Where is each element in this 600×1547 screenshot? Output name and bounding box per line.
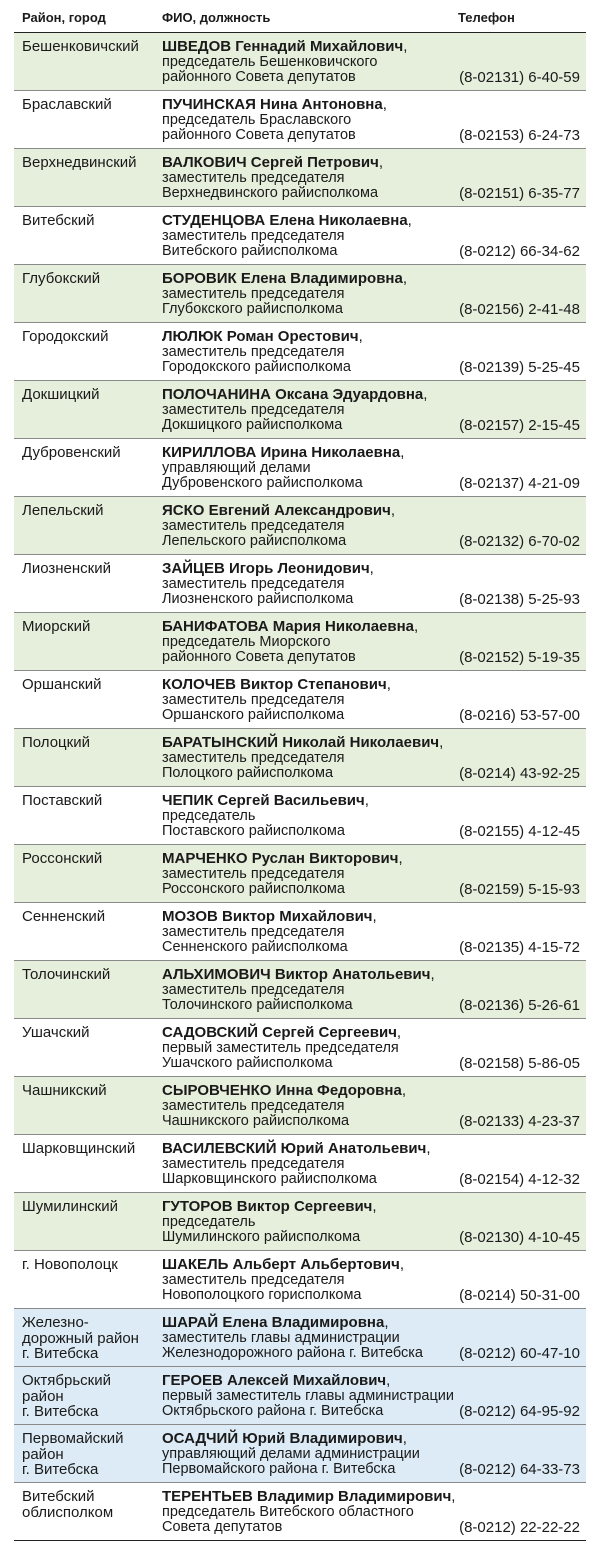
district-cell: Верхнедвинский xyxy=(22,154,137,171)
phone-number: (8-0212) 60-47-10 xyxy=(459,1344,580,1362)
person-name: ОСАДЧИЙ Юрий Владимирович xyxy=(162,1430,403,1447)
person-cell: СТУДЕНЦОВА Елена Николаевна, заместитель председателя Витебского райисполкома xyxy=(162,213,462,260)
table-row xyxy=(14,555,586,613)
phone-number: (8-0214) 43-92-25 xyxy=(459,764,580,782)
table-row xyxy=(14,381,586,439)
person-cell: МАРЧЕНКО Руслан Викторович, заместитель председателя Россонского райисполкома xyxy=(162,851,462,898)
table-row xyxy=(14,1483,586,1541)
phone-number: (8-02132) 6-70-02 xyxy=(459,532,580,550)
person-name: ЧЕПИК Сергей Васильевич xyxy=(162,792,365,809)
header-person: ФИО, должность xyxy=(162,10,271,25)
table-row xyxy=(14,33,586,91)
person-name: ШАРАЙ Елена Владимировна xyxy=(162,1314,385,1331)
header-phone: Телефон xyxy=(458,10,515,25)
person-name: БАРАТЫНСКИЙ Николай Николаевич xyxy=(162,734,440,751)
table-row xyxy=(14,1367,586,1425)
district-cell: Сенненский xyxy=(22,908,106,925)
person-name: ЯСКО Евгений Александрович xyxy=(162,502,391,519)
district-cell: Чашникский xyxy=(22,1082,107,1099)
person-position: председатель Миорского районного Совета депутатов xyxy=(162,633,356,665)
person-position: заместитель председателя Шарковщинского райисполкома xyxy=(162,1155,377,1187)
phone-number: (8-02135) 4-15-72 xyxy=(459,938,580,956)
table-row xyxy=(14,497,586,555)
person-cell: ЗАЙЦЕВ Игорь Леонидович, заместитель председателя Лиозненского райисполкома xyxy=(162,561,462,608)
table-row xyxy=(14,1251,586,1309)
table-row xyxy=(14,729,586,787)
person-cell: ШАРАЙ Елена Владимировна, заместитель главы администрации Железнодорожного района г. Витебска xyxy=(162,1315,462,1362)
district-cell: Витебский облисполком xyxy=(22,1488,114,1521)
person-position: управляющий делами администрации Первомайского района г. Витебска xyxy=(162,1445,420,1477)
person-name: ЛЮЛЮК Роман Орестович xyxy=(162,328,359,345)
district-cell: Витебский xyxy=(22,212,95,229)
person-name: ПОЛОЧАНИНА Оксана Эдуардовна xyxy=(162,386,424,403)
person-name: АЛЬХИМОВИЧ Виктор Анатольевич xyxy=(162,966,431,983)
person-cell: ШВЕДОВ Геннадий Михайлович, председатель Бешенковичского районного Совета депутатов xyxy=(162,39,462,86)
table-header xyxy=(14,0,586,33)
person-position: заместитель председателя Городокского райисполкома xyxy=(162,343,351,375)
table-row xyxy=(14,845,586,903)
person-position: заместитель главы администрации Железнодорожного района г. Витебска xyxy=(162,1329,423,1361)
district-cell: Толочинский xyxy=(22,966,111,983)
person-cell: САДОВСКИЙ Сергей Сергеевич, первый заместитель председателя Ушачского райисполкома xyxy=(162,1025,462,1072)
district-cell: Городокский xyxy=(22,328,109,345)
district-cell: Бешенковичский xyxy=(22,38,139,55)
table-row xyxy=(14,671,586,729)
person-position: заместитель председателя Верхнедвинского райисполкома xyxy=(162,169,379,201)
phone-number: (8-0212) 66-34-62 xyxy=(459,242,580,260)
person-position: председатель Бешенковичского районного Совета депутатов xyxy=(162,53,378,85)
person-position: заместитель председателя Оршанского райисполкома xyxy=(162,691,345,723)
phone-number: (8-0212) 64-95-92 xyxy=(459,1402,580,1420)
table-row xyxy=(14,1019,586,1077)
phone-number: (8-02130) 4-10-45 xyxy=(459,1228,580,1246)
person-name: ВАЛКОВИЧ Сергей Петрович xyxy=(162,154,379,171)
person-position: заместитель председателя Лепельского райисполкома xyxy=(162,517,347,549)
person-name: САДОВСКИЙ Сергей Сергеевич xyxy=(162,1024,397,1041)
phone-number: (8-02131) 6-40-59 xyxy=(459,68,580,86)
table-row xyxy=(14,1077,586,1135)
person-position: заместитель председателя Новополоцкого горисполкома xyxy=(162,1271,362,1303)
district-cell: Шарковщинский xyxy=(22,1140,136,1157)
table-row xyxy=(14,961,586,1019)
phone-number: (8-02157) 2-15-45 xyxy=(459,416,580,434)
district-cell: Поставский xyxy=(22,792,103,809)
phone-number: (8-02139) 5-25-45 xyxy=(459,358,580,376)
person-cell: ОСАДЧИЙ Юрий Владимирович, управляющий делами администрации Первомайского района г. Витебска xyxy=(162,1431,462,1478)
phone-number: (8-02155) 4-12-45 xyxy=(459,822,580,840)
person-position: председатель Браславского районного Совета депутатов xyxy=(162,111,356,143)
phone-number: (8-02154) 4-12-32 xyxy=(459,1170,580,1188)
district-cell: Первомайский район г. Витебска xyxy=(22,1430,124,1478)
person-position: заместитель председателя Россонского райисполкома xyxy=(162,865,345,897)
district-cell: Полоцкий xyxy=(22,734,90,751)
phone-number: (8-0214) 50-31-00 xyxy=(459,1286,580,1304)
person-position: заместитель председателя Полоцкого райисполкома xyxy=(162,749,345,781)
header-district: Район, город xyxy=(22,10,106,25)
table-row xyxy=(14,613,586,671)
person-name: СЫРОВЧЕНКО Инна Федоровна xyxy=(162,1082,402,1099)
table-row xyxy=(14,1425,586,1483)
table-row xyxy=(14,1193,586,1251)
person-position: первый заместитель главы администрации Октябрьского района г. Витебска xyxy=(162,1387,454,1419)
person-position: председатель Поставского райисполкома xyxy=(162,807,345,839)
person-cell: ЯСКО Евгений Александрович, заместитель председателя Лепельского райисполкома xyxy=(162,503,462,550)
person-cell: ТЕРЕНТЬЕВ Владимир Владимирович, председатель Витебского областного Совета депутатов xyxy=(162,1489,462,1536)
person-cell: БОРОВИК Елена Владимировна, заместитель председателя Глубокского райисполкома xyxy=(162,271,462,318)
person-cell: СЫРОВЧЕНКО Инна Федоровна, заместитель председателя Чашникского райисполкома xyxy=(162,1083,462,1130)
person-cell: АЛЬХИМОВИЧ Виктор Анатольевич, заместитель председателя Толочинского райисполкома xyxy=(162,967,462,1014)
district-cell: Железно- дорожный район г. Витебска xyxy=(22,1314,139,1362)
person-position: председатель Шумилинского райисполкома xyxy=(162,1213,361,1245)
phone-number: (8-02138) 5-25-93 xyxy=(459,590,580,608)
person-cell: ЛЮЛЮК Роман Орестович, заместитель председателя Городокского райисполкома xyxy=(162,329,462,376)
person-name: ШАКЕЛЬ Альберт Альбертович xyxy=(162,1256,400,1273)
phone-number: (8-0216) 53-57-00 xyxy=(459,706,580,724)
phone-number: (8-0212) 64-33-73 xyxy=(459,1460,580,1478)
person-cell: ВАСИЛЕВСКИЙ Юрий Анатольевич, заместитель председателя Шарковщинского райисполкома xyxy=(162,1141,462,1188)
person-position: председатель Витебского областного Совета депутатов xyxy=(162,1503,414,1535)
person-name: ГУТОРОВ Виктор Сергеевич xyxy=(162,1198,373,1215)
person-position: управляющий делами Дубровенского райисполкома xyxy=(162,459,363,491)
person-position: заместитель председателя Докшицкого райисполкома xyxy=(162,401,345,433)
person-cell: КИРИЛЛОВА Ирина Николаевна, управляющий делами Дубровенского райисполкома xyxy=(162,445,462,492)
person-name: БОРОВИК Елена Владимировна xyxy=(162,270,403,287)
person-name: КИРИЛЛОВА Ирина Николаевна xyxy=(162,444,401,461)
table-row xyxy=(14,207,586,265)
person-cell: ГЕРОЕВ Алексей Михайлович, первый заместитель главы администрации Октябрьского района г. Витебска xyxy=(162,1373,462,1420)
table-row xyxy=(14,1135,586,1193)
phone-number: (8-02158) 5-86-05 xyxy=(459,1054,580,1072)
person-cell: ШАКЕЛЬ Альберт Альбертович, заместитель председателя Новополоцкого горисполкома xyxy=(162,1257,462,1304)
table-row xyxy=(14,91,586,149)
phone-number: (8-02133) 4-23-37 xyxy=(459,1112,580,1130)
person-position: заместитель председателя Глубокского райисполкома xyxy=(162,285,345,317)
person-cell: ПОЛОЧАНИНА Оксана Эдуардовна, заместитель председателя Докшицкого райисполкома xyxy=(162,387,462,434)
phone-number: (8-02153) 6-24-73 xyxy=(459,126,580,144)
phone-number: (8-02159) 5-15-93 xyxy=(459,880,580,898)
phone-number: (8-02136) 5-26-61 xyxy=(459,996,580,1014)
person-position: заместитель председателя Толочинского райисполкома xyxy=(162,981,353,1013)
phone-number: (8-02152) 5-19-35 xyxy=(459,648,580,666)
person-name: ГЕРОЕВ Алексей Михайлович xyxy=(162,1372,387,1389)
phone-number: (8-02156) 2-41-48 xyxy=(459,300,580,318)
table-row xyxy=(14,1309,586,1367)
person-cell: КОЛОЧЕВ Виктор Степанович, заместитель председателя Оршанского райисполкома xyxy=(162,677,462,724)
person-name: КОЛОЧЕВ Виктор Степанович xyxy=(162,676,387,693)
person-cell: БАНИФАТОВА Мария Николаевна, председатель Миорского районного Совета депутатов xyxy=(162,619,462,666)
person-cell: ГУТОРОВ Виктор Сергеевич, председатель Шумилинского райисполкома xyxy=(162,1199,462,1246)
phone-number: (8-02137) 4-21-09 xyxy=(459,474,580,492)
phone-number: (8-0212) 22-22-22 xyxy=(459,1518,580,1536)
table-row xyxy=(14,439,586,497)
person-position: заместитель председателя Лиозненского райисполкома xyxy=(162,575,354,607)
person-name: ТЕРЕНТЬЕВ Владимир Владимирович xyxy=(162,1488,452,1505)
table-body xyxy=(14,33,586,1541)
person-cell: БАРАТЫНСКИЙ Николай Николаевич, заместитель председателя Полоцкого райисполкома xyxy=(162,735,462,782)
person-position: заместитель председателя Витебского райисполкома xyxy=(162,227,345,259)
district-cell: г. Новополоцк xyxy=(22,1256,118,1273)
district-cell: Лиозненский xyxy=(22,560,112,577)
person-name: СТУДЕНЦОВА Елена Николаевна xyxy=(162,212,408,229)
district-cell: Миорский xyxy=(22,618,91,635)
person-position: заместитель председателя Сенненского райисполкома xyxy=(162,923,348,955)
person-cell: ЧЕПИК Сергей Васильевич, председатель Поставского райисполкома xyxy=(162,793,462,840)
district-cell: Россонский xyxy=(22,850,103,867)
district-cell: Ушачский xyxy=(22,1024,90,1041)
person-name: ЗАЙЦЕВ Игорь Леонидович xyxy=(162,560,370,577)
district-cell: Лепельский xyxy=(22,502,104,519)
person-name: ШВЕДОВ Геннадий Михайлович xyxy=(162,38,404,55)
district-cell: Октябрьский район г. Витебска xyxy=(22,1372,111,1420)
district-cell: Глубокский xyxy=(22,270,101,287)
person-name: МАРЧЕНКО Руслан Викторович xyxy=(162,850,399,867)
table-row xyxy=(14,265,586,323)
person-cell: ПУЧИНСКАЯ Нина Антоновна, председатель Браславского районного Совета депутатов xyxy=(162,97,462,144)
table-row xyxy=(14,903,586,961)
person-cell: ВАЛКОВИЧ Сергей Петрович, заместитель председателя Верхнедвинского райисполкома xyxy=(162,155,462,202)
person-name: ВАСИЛЕВСКИЙ Юрий Анатольевич xyxy=(162,1140,427,1157)
table-row xyxy=(14,323,586,381)
table-row xyxy=(14,787,586,845)
district-cell: Оршанский xyxy=(22,676,102,693)
person-name: МОЗОВ Виктор Михайлович xyxy=(162,908,373,925)
person-name: ПУЧИНСКАЯ Нина Антоновна xyxy=(162,96,383,113)
district-cell: Браславский xyxy=(22,96,112,113)
table-row xyxy=(14,149,586,207)
district-cell: Докшицкий xyxy=(22,386,100,403)
district-cell: Шумилинский xyxy=(22,1198,119,1215)
person-name: БАНИФАТОВА Мария Николаевна xyxy=(162,618,415,635)
person-position: первый заместитель председателя Ушачского райисполкома xyxy=(162,1039,399,1071)
phone-number: (8-02151) 6-35-77 xyxy=(459,184,580,202)
person-cell: МОЗОВ Виктор Михайлович, заместитель председателя Сенненского райисполкома xyxy=(162,909,462,956)
person-position: заместитель председателя Чашникского райисполкома xyxy=(162,1097,350,1129)
district-cell: Дубровенский xyxy=(22,444,121,461)
